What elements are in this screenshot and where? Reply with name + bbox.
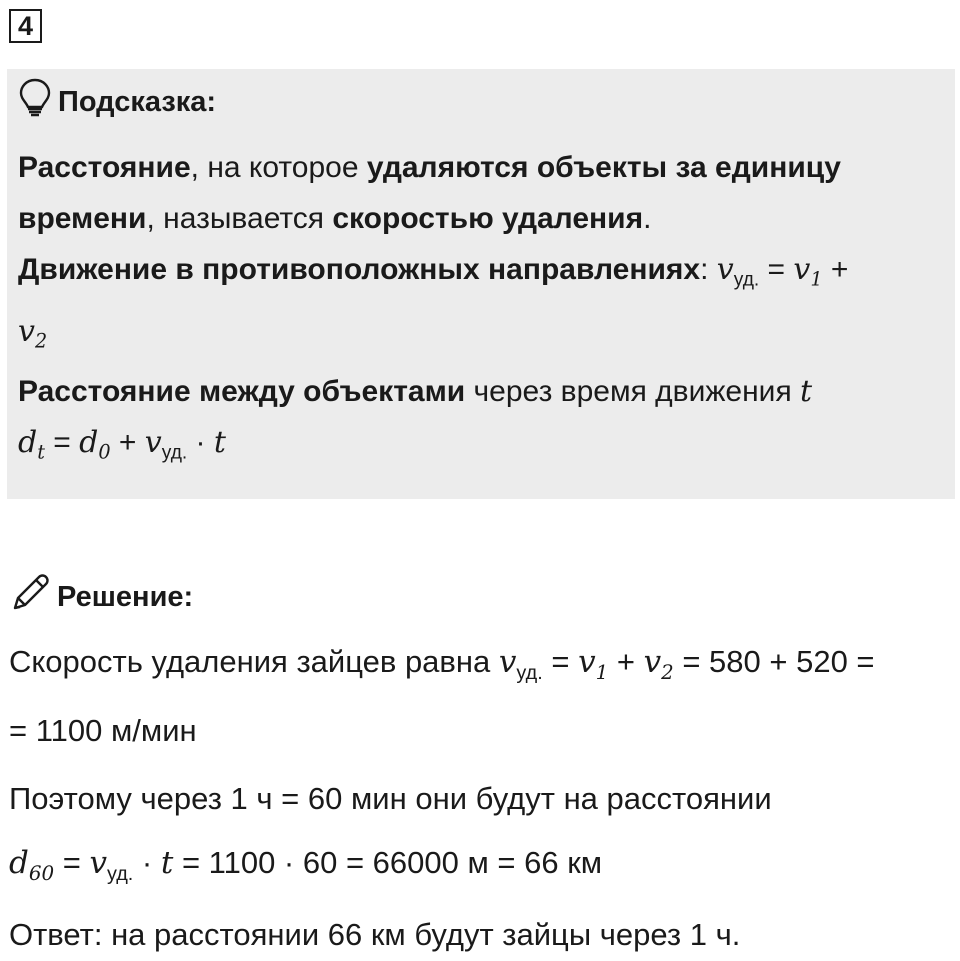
hint-body — [18, 142, 938, 479]
math-op: = — [54, 845, 90, 880]
math-d: d — [18, 425, 38, 461]
math-d: d — [9, 845, 29, 881]
math-v: v — [643, 644, 662, 680]
math-d: d — [79, 425, 99, 461]
pencil-icon — [9, 572, 51, 622]
hint-paragraph-3 — [18, 366, 938, 417]
math-op: = — [542, 644, 579, 679]
lightbulb-icon — [18, 78, 52, 126]
solution-line-4 — [9, 845, 602, 886]
math-sub: 2 — [661, 660, 674, 684]
solution-header — [9, 572, 193, 622]
math-t: t — [160, 845, 174, 881]
math-sub: уд. — [106, 862, 134, 885]
solution-line-2: = 1100 м/мин — [9, 713, 197, 748]
text: Скорость удаления зайцев равна — [9, 644, 499, 679]
text: через время движения — [465, 375, 801, 409]
hint-paragraph-1 — [18, 142, 938, 244]
math-sub: 1 — [810, 267, 823, 291]
math-v: v — [498, 644, 517, 680]
math-sub: уд. — [161, 443, 188, 465]
text: : — [700, 253, 717, 286]
math-t: t — [213, 425, 226, 461]
math-v: v — [144, 425, 162, 461]
math-op: + — [822, 253, 849, 286]
text: , называется — [146, 202, 333, 235]
text: , на которое — [190, 151, 367, 184]
hint-paragraph-2 — [18, 244, 938, 366]
math-v: v — [18, 313, 35, 349]
math-v: v — [793, 252, 811, 287]
problem-number: 4 — [9, 9, 42, 43]
math-v: v — [578, 644, 596, 680]
term-speed: скоростью удаления — [332, 202, 644, 235]
term-distance: Расстояние — [18, 151, 191, 184]
term-recede: удаляются объекты за единицу времени — [18, 151, 841, 235]
math-sub: уд. — [733, 269, 760, 291]
term-distance-between: Расстояние между объектами — [18, 375, 466, 409]
math-op: = — [759, 253, 794, 286]
math-sub: уд. — [516, 661, 543, 684]
hint-formula — [18, 417, 938, 479]
answer-line: Ответ: на расстоянии 66 км будут зайцы через 1 ч. — [9, 917, 741, 952]
solution-title: Решение: — [57, 580, 194, 613]
math-op: = — [44, 426, 80, 460]
math-sub: 1 — [595, 660, 609, 684]
hint-header — [18, 78, 216, 126]
text: . — [643, 202, 652, 235]
math-op: · — [133, 845, 161, 880]
solution-line-3: Поэтому через 1 ч = 60 мин они будут на расстоянии — [9, 781, 772, 816]
math-sub: 0 — [98, 441, 111, 465]
math-v: v — [716, 252, 734, 287]
math-op: · — [187, 426, 214, 460]
math-op: + — [608, 644, 644, 679]
math-v: v — [89, 845, 107, 881]
math-sub: t — [37, 441, 45, 465]
math-t: t — [800, 374, 813, 410]
hint-title: Подсказка: — [58, 85, 217, 118]
math-sub: 2 — [34, 329, 48, 353]
term-opposite-motion: Движение в противоположных направлениях — [18, 253, 701, 286]
math-sub: 60 — [28, 861, 55, 885]
math-op: + — [110, 426, 145, 460]
text: = 1100 · 60 = 66000 м = 66 км — [173, 845, 603, 880]
solution-line-1 — [9, 644, 875, 685]
text: = 580 + 520 = — [673, 644, 875, 679]
